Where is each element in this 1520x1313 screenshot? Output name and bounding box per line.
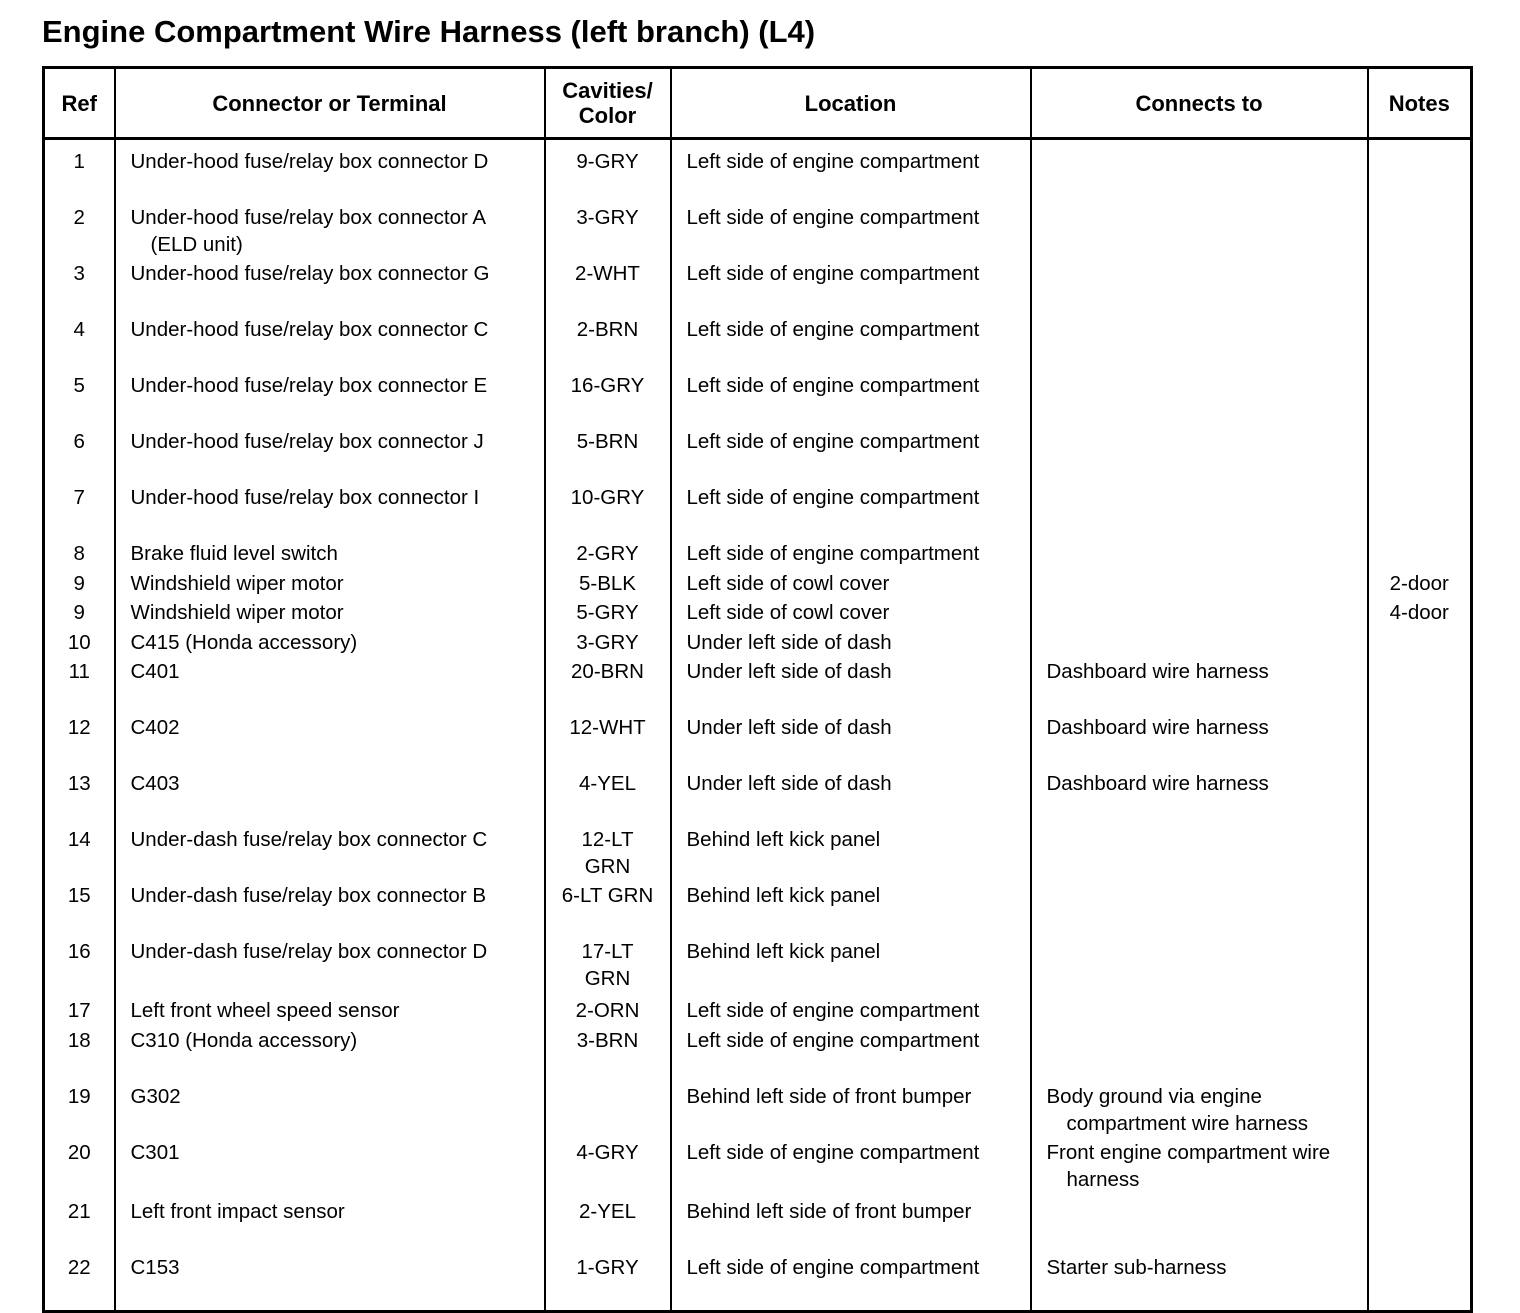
cell-connector <box>116 372 544 428</box>
cell-connects-to <box>1032 372 1367 428</box>
cell-connects-to <box>1032 658 1367 714</box>
cell-connector <box>116 714 544 770</box>
header-notes: Notes <box>1368 68 1472 139</box>
cell-text-line: Under-hood fuse/relay box connector C <box>130 318 489 341</box>
cell-notes <box>1369 629 1471 659</box>
cell-ref: 1 <box>73 150 85 173</box>
cell-text-line: 5-BRN <box>576 430 639 453</box>
cell-text-line: Starter sub-harness <box>1046 1255 1227 1279</box>
cell-cavities <box>546 540 670 570</box>
cell-notes <box>1369 1139 1471 1198</box>
cell-connector <box>116 938 544 997</box>
cell-text-line: C401 <box>130 660 180 683</box>
cell-connects-to <box>1032 826 1367 882</box>
cell-text-line: 2-door <box>1389 571 1449 595</box>
cell-location <box>672 316 1030 372</box>
header-location: Location <box>671 68 1031 139</box>
cell-ref: 16 <box>67 940 91 963</box>
cell-location <box>672 882 1030 938</box>
cell-connects-to <box>1032 1254 1367 1310</box>
cell-text-line: Under-hood fuse/relay box connector A <box>130 206 487 229</box>
cell-text-line: Behind left kick panel <box>686 828 881 851</box>
cell-notes <box>1369 204 1471 260</box>
cell-connects-to <box>1032 148 1367 204</box>
cell-notes <box>1369 484 1471 540</box>
cell-location <box>672 826 1030 882</box>
cell-text-line: Under left side of dash <box>686 716 892 739</box>
cell-connects-to <box>1032 316 1367 372</box>
cell-connector <box>116 540 544 570</box>
cell-location <box>672 570 1030 600</box>
cell-cavities <box>546 428 670 484</box>
cell-text-line: Left side of cowl cover <box>686 601 890 624</box>
cell-cavities <box>546 260 670 316</box>
cell-text-line: Behind left side of front bumper <box>686 1199 972 1223</box>
cell-connects-to <box>1032 938 1367 997</box>
cell-text-line: Under-hood fuse/relay box connector J <box>130 430 484 453</box>
cell-text-line: 10-GRY <box>570 486 645 509</box>
cell-cavities <box>546 938 670 997</box>
column-connects-to <box>1031 139 1368 1312</box>
cell-notes <box>1369 938 1471 997</box>
cell-text-line: Brake fluid level switch <box>130 542 338 565</box>
cell-connector <box>116 997 544 1027</box>
cell-connects-to <box>1032 1083 1367 1139</box>
cell-text-line: G302 <box>130 1084 181 1108</box>
cell-text-line: Under left side of dash <box>686 630 892 654</box>
cell-text-line: Left side of engine compartment <box>686 1140 980 1164</box>
cell-text-line: Left side of engine compartment <box>686 486 980 509</box>
cell-connector <box>116 629 544 659</box>
cell-connects-to <box>1032 882 1367 938</box>
cell-location <box>672 997 1030 1027</box>
cell-connects-to <box>1032 540 1367 570</box>
cell-connects-to <box>1032 1139 1367 1198</box>
cell-connector <box>116 428 544 484</box>
cell-location <box>672 1198 1030 1254</box>
cell-text-line: Under-dash fuse/relay box connector C <box>130 828 488 851</box>
cell-connector <box>116 1083 544 1139</box>
cell-location <box>672 1083 1030 1139</box>
cell-location <box>672 1139 1030 1198</box>
cell-text-line: 3-BRN <box>576 1028 639 1052</box>
cell-cavities <box>546 1027 670 1083</box>
cell-text-line: Behind left kick panel <box>686 940 881 963</box>
cell-location <box>672 204 1030 260</box>
cell-text-line: compartment wire harness <box>1066 1111 1309 1135</box>
column-connector <box>115 139 545 1312</box>
cell-notes <box>1369 997 1471 1027</box>
cell-connector <box>116 1198 544 1254</box>
cell-cavities <box>546 372 670 428</box>
cell-notes <box>1369 714 1471 770</box>
cell-text-line: Windshield wiper motor <box>130 571 344 595</box>
header-cavities-line2: Color <box>578 103 637 128</box>
cell-notes <box>1369 599 1471 629</box>
cell-notes <box>1369 826 1471 882</box>
cell-connector <box>116 1027 544 1083</box>
cell-ref: 17 <box>67 999 91 1022</box>
cell-text-line: Under-hood fuse/relay box connector G <box>130 262 490 285</box>
cell-ref: 20 <box>67 1140 91 1164</box>
cell-text-line: Under left side of dash <box>686 660 892 683</box>
cell-cavities <box>546 1254 670 1310</box>
cell-ref: 5 <box>73 374 85 397</box>
cell-connects-to <box>1032 204 1367 260</box>
cell-notes <box>1369 1254 1471 1310</box>
harness-table <box>42 66 1473 1313</box>
cell-cavities <box>546 148 670 204</box>
cell-cavities <box>546 997 670 1027</box>
cell-text-line: 2-GRY <box>576 542 639 565</box>
cell-connector <box>116 204 544 260</box>
cell-location <box>672 1027 1030 1083</box>
cell-connector <box>116 484 544 540</box>
table-header-row <box>44 68 1472 139</box>
cell-location <box>672 1254 1030 1310</box>
cell-text-line: 6-LT GRN <box>561 884 654 907</box>
cell-text-line: Dashboard wire harness <box>1046 772 1269 795</box>
cell-notes <box>1369 770 1471 826</box>
cell-text-line: Left front wheel speed sensor <box>130 999 400 1022</box>
header-cavities <box>545 68 671 139</box>
cell-notes <box>1369 1027 1471 1083</box>
cell-cavities <box>546 826 670 882</box>
cell-text-line: Left side of engine compartment <box>686 1028 980 1052</box>
cell-notes <box>1369 658 1471 714</box>
cell-text-line: Left side of engine compartment <box>686 318 980 341</box>
cell-text-line: Dashboard wire harness <box>1046 660 1269 683</box>
cell-text-line: Left side of engine compartment <box>686 999 980 1022</box>
cell-text-line: (ELD unit) <box>150 233 243 256</box>
cell-text-line: Under-dash fuse/relay box connector D <box>130 940 488 963</box>
cell-notes <box>1369 1198 1471 1254</box>
cell-location <box>672 540 1030 570</box>
header-connects-to: Connects to <box>1031 68 1368 139</box>
cell-text-line: 12-LT <box>581 828 634 851</box>
cell-text-line: Dashboard wire harness <box>1046 716 1269 739</box>
cell-text-line: GRN <box>584 967 631 990</box>
column-notes <box>1368 139 1472 1312</box>
cell-text-line: Under-hood fuse/relay box connector E <box>130 374 488 397</box>
cell-text-line: Under-hood fuse/relay box connector I <box>130 486 480 509</box>
cell-cavities <box>546 629 670 659</box>
cell-text-line: 3-GRY <box>576 206 639 229</box>
cell-text-line: C402 <box>130 716 180 739</box>
cell-connector <box>116 148 544 204</box>
cell-text-line: 4-GRY <box>576 1140 639 1164</box>
cell-ref: 15 <box>67 884 91 907</box>
cell-ref: 2 <box>73 206 85 229</box>
cell-text-line: Body ground via engine <box>1046 1084 1262 1108</box>
cell-location <box>672 372 1030 428</box>
cell-text-line: C301 <box>130 1140 180 1164</box>
header-connector: Connector or Terminal <box>115 68 545 139</box>
cell-ref: 21 <box>67 1199 91 1223</box>
cell-text-line: 5-GRY <box>576 601 639 624</box>
cell-notes <box>1369 372 1471 428</box>
cell-cavities <box>546 714 670 770</box>
cell-connector <box>116 1139 544 1198</box>
cell-notes <box>1369 316 1471 372</box>
header-cavities-line1: Cavities/ <box>562 78 653 103</box>
cell-text-line: Left side of engine compartment <box>686 430 980 453</box>
cell-text-line: 2-WHT <box>575 262 640 285</box>
cell-connector <box>116 1254 544 1310</box>
cell-location <box>672 599 1030 629</box>
cell-text-line: 2-ORN <box>575 999 640 1022</box>
cell-notes <box>1369 540 1471 570</box>
cell-ref: 6 <box>73 430 85 453</box>
cell-location <box>672 260 1030 316</box>
cell-cavities <box>546 770 670 826</box>
cell-text-line: Left side of engine compartment <box>686 1255 980 1279</box>
cell-connects-to <box>1032 1198 1367 1254</box>
cell-text-line: Left side of engine compartment <box>686 374 980 397</box>
cell-text-line: GRN <box>584 855 631 878</box>
cell-location <box>672 629 1030 659</box>
cell-ref: 11 <box>68 660 90 683</box>
column-location <box>671 139 1031 1312</box>
cell-location <box>672 484 1030 540</box>
cell-connector <box>116 599 544 629</box>
cell-ref: 3 <box>73 262 85 285</box>
cell-connector <box>116 658 544 714</box>
cell-text-line: 2-YEL <box>579 1199 636 1223</box>
cell-text-line: C310 (Honda accessory) <box>130 1028 358 1052</box>
cell-text-line: Windshield wiper motor <box>130 601 344 624</box>
cell-cavities <box>546 658 670 714</box>
cell-text-line: 12-WHT <box>569 716 646 739</box>
cell-connector <box>116 316 544 372</box>
cell-notes <box>1369 570 1471 600</box>
cell-text-line: 4-YEL <box>579 772 636 795</box>
cell-cavities <box>546 570 670 600</box>
cell-text-line: Front engine compartment wire <box>1046 1140 1331 1164</box>
cell-ref: 8 <box>73 542 85 565</box>
cell-location <box>672 658 1030 714</box>
cell-cavities <box>546 1198 670 1254</box>
cell-text-line: C403 <box>130 772 180 795</box>
cell-text-line: Left side of engine compartment <box>686 262 980 285</box>
cell-location <box>672 714 1030 770</box>
cell-text-line: 1-GRY <box>576 1255 639 1279</box>
cell-cavities <box>546 1139 670 1198</box>
cell-ref: 12 <box>67 716 91 739</box>
cell-cavities <box>546 599 670 629</box>
cell-connects-to <box>1032 260 1367 316</box>
cell-connector <box>116 770 544 826</box>
cell-notes <box>1369 1083 1471 1139</box>
cell-text-line: Left side of engine compartment <box>686 150 980 173</box>
cell-ref: 18 <box>67 1028 91 1052</box>
cell-cavities <box>546 1083 670 1139</box>
cell-ref: 19 <box>67 1084 91 1108</box>
column-ref <box>44 139 115 1312</box>
cell-text-line: harness <box>1066 1167 1140 1191</box>
cell-text-line: Under left side of dash <box>686 772 892 795</box>
cell-connects-to <box>1032 997 1367 1027</box>
cell-connects-to <box>1032 570 1367 600</box>
cell-text-line: Behind left side of front bumper <box>686 1084 972 1108</box>
cell-text-line: 16-GRY <box>570 374 645 397</box>
cell-connects-to <box>1032 770 1367 826</box>
cell-text-line: Left side of cowl cover <box>686 571 890 595</box>
cell-text-line: 17-LT <box>581 940 634 963</box>
cell-text-line: 2-BRN <box>576 318 639 341</box>
cell-location <box>672 770 1030 826</box>
cell-ref: 14 <box>67 828 91 851</box>
cell-text-line: Behind left kick panel <box>686 884 881 907</box>
cell-text-line: Under-hood fuse/relay box connector D <box>130 150 489 173</box>
cell-notes <box>1369 260 1471 316</box>
cell-text-line: 3-GRY <box>576 630 639 654</box>
cell-ref: 7 <box>73 486 85 509</box>
cell-text-line: C153 <box>130 1255 180 1279</box>
cell-ref: 13 <box>67 772 91 795</box>
cell-notes <box>1369 882 1471 938</box>
cell-connects-to <box>1032 629 1367 659</box>
cell-text-line: C415 (Honda accessory) <box>130 630 358 654</box>
cell-cavities <box>546 316 670 372</box>
cell-location <box>672 428 1030 484</box>
cell-ref: 22 <box>67 1255 91 1279</box>
cell-ref: 4 <box>73 318 85 341</box>
cell-text-line: 5-BLK <box>579 571 636 595</box>
cell-cavities <box>546 484 670 540</box>
cell-text-line: Under-dash fuse/relay box connector B <box>130 884 487 907</box>
cell-text-line: 9-GRY <box>576 150 639 173</box>
cell-text-line: 4-door <box>1389 601 1449 624</box>
cell-notes <box>1369 428 1471 484</box>
cell-connector <box>116 260 544 316</box>
cell-text-line: 20-BRN <box>571 660 644 683</box>
header-ref: Ref <box>44 68 115 139</box>
table-body-row <box>44 139 1472 1312</box>
cell-connects-to <box>1032 714 1367 770</box>
cell-notes <box>1369 148 1471 204</box>
cell-ref: 10 <box>67 630 91 654</box>
harness-table-container <box>42 66 1470 1279</box>
cell-cavities <box>546 882 670 938</box>
page-title: Engine Compartment Wire Harness (left branch) (L4) <box>42 14 816 49</box>
cell-location <box>672 148 1030 204</box>
cell-text-line: Left side of engine compartment <box>686 542 980 565</box>
cell-cavities <box>546 204 670 260</box>
cell-connects-to <box>1032 1027 1367 1083</box>
cell-connector <box>116 882 544 938</box>
cell-location <box>672 938 1030 997</box>
cell-connects-to <box>1032 484 1367 540</box>
cell-connector <box>116 570 544 600</box>
cell-ref: 9 <box>73 571 85 595</box>
cell-connects-to <box>1032 428 1367 484</box>
cell-connects-to <box>1032 599 1367 629</box>
cell-text-line: Left front impact sensor <box>130 1199 345 1223</box>
cell-connector <box>116 826 544 882</box>
column-cavities <box>545 139 671 1312</box>
cell-text-line: Left side of engine compartment <box>686 206 980 229</box>
cell-ref: 9 <box>73 601 85 624</box>
